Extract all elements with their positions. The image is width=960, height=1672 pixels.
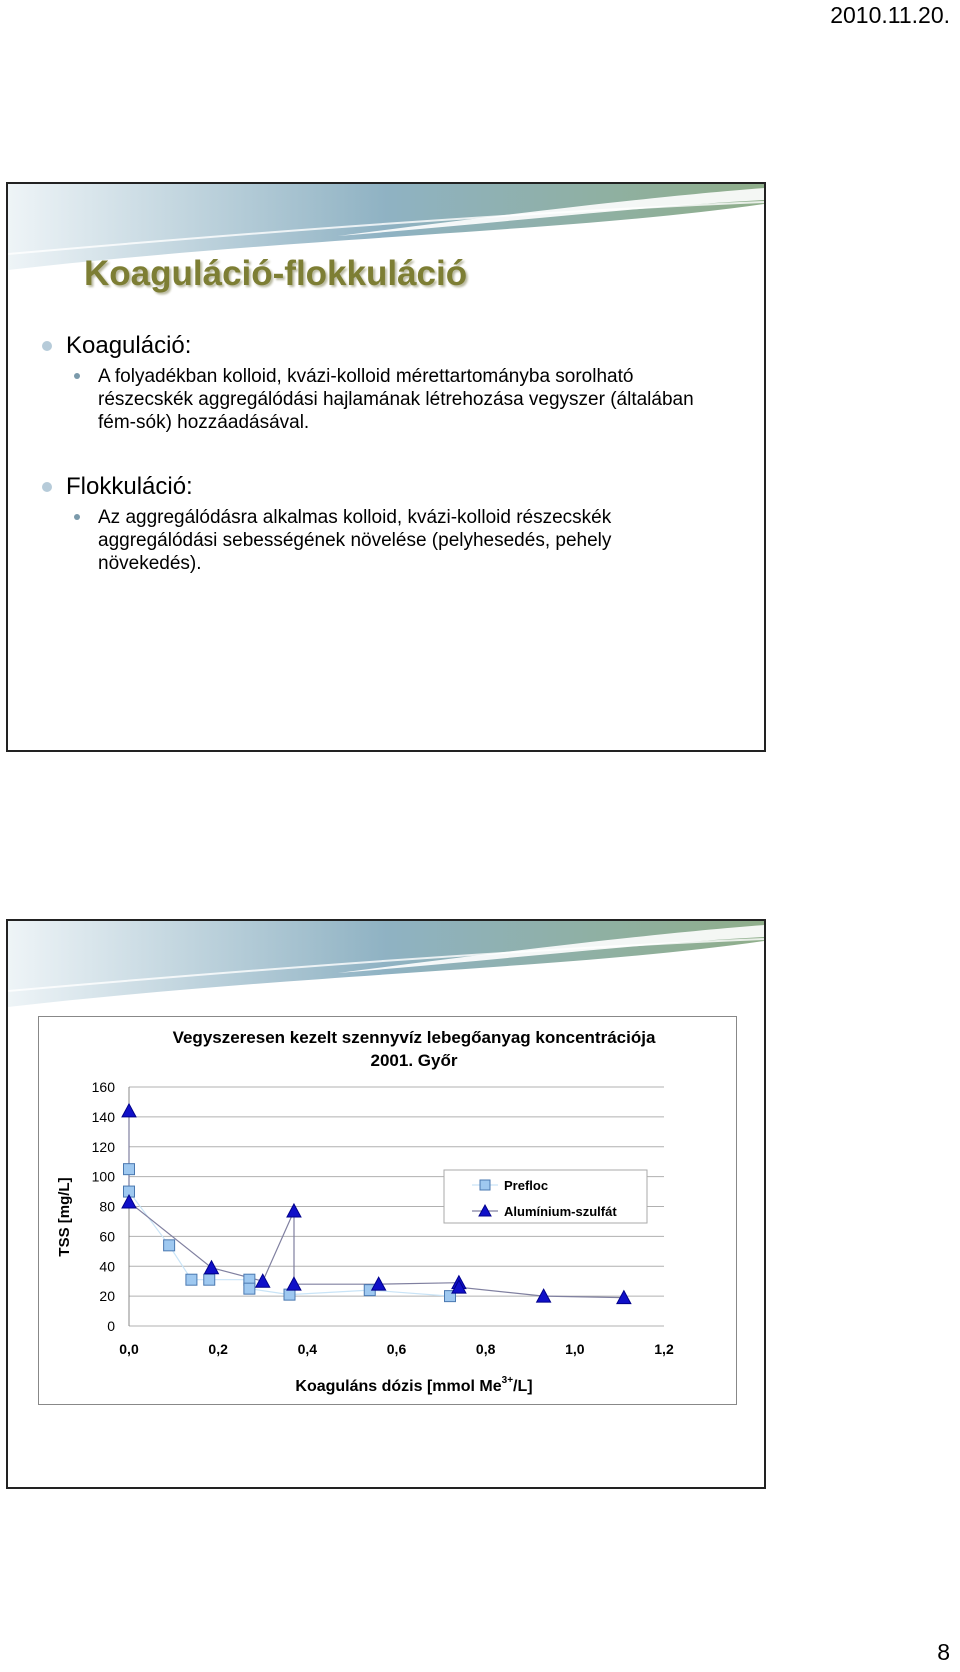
prefloc-point: [186, 1274, 197, 1285]
slide-title: Koaguláció-flokkuláció: [84, 254, 468, 293]
bullet-label: Koaguláció:: [66, 332, 192, 359]
y-tick-label: 60: [99, 1228, 115, 1245]
x-tick-label: 0,4: [297, 1341, 318, 1357]
prefloc-point: [204, 1274, 215, 1285]
y-tick-label: 100: [91, 1168, 115, 1185]
sub-bullet-text: Az aggregálódásra alkalmas kolloid, kvázi-kolloid részecskék aggregálódási sebességének növelése (pelyhesedés, pehely növekedés).: [98, 507, 612, 574]
chart-legend: [444, 1170, 647, 1223]
y-axis-ticks: [92, 1079, 116, 1334]
y-tick-label: 140: [91, 1108, 115, 1125]
slide-tss-chart: [6, 919, 766, 1489]
y-tick-label: 0: [107, 1318, 115, 1334]
x-axis-label-end: /L]: [513, 1378, 533, 1395]
y-tick-label: 20: [99, 1288, 115, 1305]
x-tick-label: 1,2: [654, 1341, 674, 1357]
bullet-dot-icon: [42, 341, 52, 351]
prefloc-point: [124, 1164, 135, 1175]
x-axis-label-main: Koaguláns dózis [mmol Me: [295, 1378, 502, 1395]
page-number: 8: [937, 1639, 950, 1665]
prefloc-point: [284, 1289, 295, 1300]
aluminium-sulfate-point: [256, 1274, 270, 1287]
tss-scatter-chart: [39, 1017, 736, 1404]
legend-square-icon: [480, 1180, 490, 1190]
series-line: [129, 1169, 450, 1296]
prefloc-point: [164, 1240, 175, 1251]
x-tick-label: 1,0: [565, 1341, 585, 1357]
x-tick-label: 0,6: [386, 1341, 407, 1357]
x-tick-label: 0,0: [119, 1341, 139, 1357]
x-axis-label-sup: 3+: [501, 1375, 514, 1386]
x-tick-label: 0,2: [208, 1341, 228, 1357]
y-tick-label: 120: [91, 1138, 115, 1155]
x-axis-label: [295, 1375, 532, 1395]
y-tick-label: 160: [91, 1079, 115, 1095]
y-tick-label: 80: [99, 1198, 115, 1215]
aluminium-sulfate-point: [122, 1104, 136, 1117]
prefloc-point: [244, 1283, 255, 1294]
y-axis-label: TSS [mg/L]: [56, 1177, 73, 1257]
sub-bullet-dot-icon: [74, 514, 80, 520]
chart-frame: [38, 1016, 737, 1405]
sub-bullet-dot-icon: [74, 373, 80, 379]
slide-header-swoosh: [8, 921, 764, 1021]
chart-title: Vegyszeresen kezelt szennyvíz lebegőanyag koncentrációja: [172, 1028, 656, 1047]
chart-title-second-line: 2001. Győr: [370, 1051, 458, 1070]
aluminium-sulfate-point: [287, 1204, 301, 1217]
bullet-label: Flokkuláció:: [66, 473, 193, 500]
bullet-dot-icon: [42, 482, 52, 492]
y-tick-label: 40: [99, 1258, 115, 1275]
x-axis-ticks: [119, 1341, 674, 1357]
sub-bullet-text: A folyadékban kolloid, kvázi-kolloid mérettartományba sorolható részecskék aggregálódási hajlamának létrehozása vegyszer (általában fém-sók) hozzáadásával.: [98, 366, 694, 433]
aluminium-sulfate-point: [204, 1261, 218, 1274]
legend-label: Prefloc: [504, 1178, 549, 1193]
legend-label: Alumínium-szulfát: [504, 1204, 617, 1219]
slide-coagulation-flocculation: [6, 182, 766, 752]
x-tick-label: 0,8: [475, 1341, 496, 1357]
page-date: 2010.11.20.: [830, 2, 950, 28]
